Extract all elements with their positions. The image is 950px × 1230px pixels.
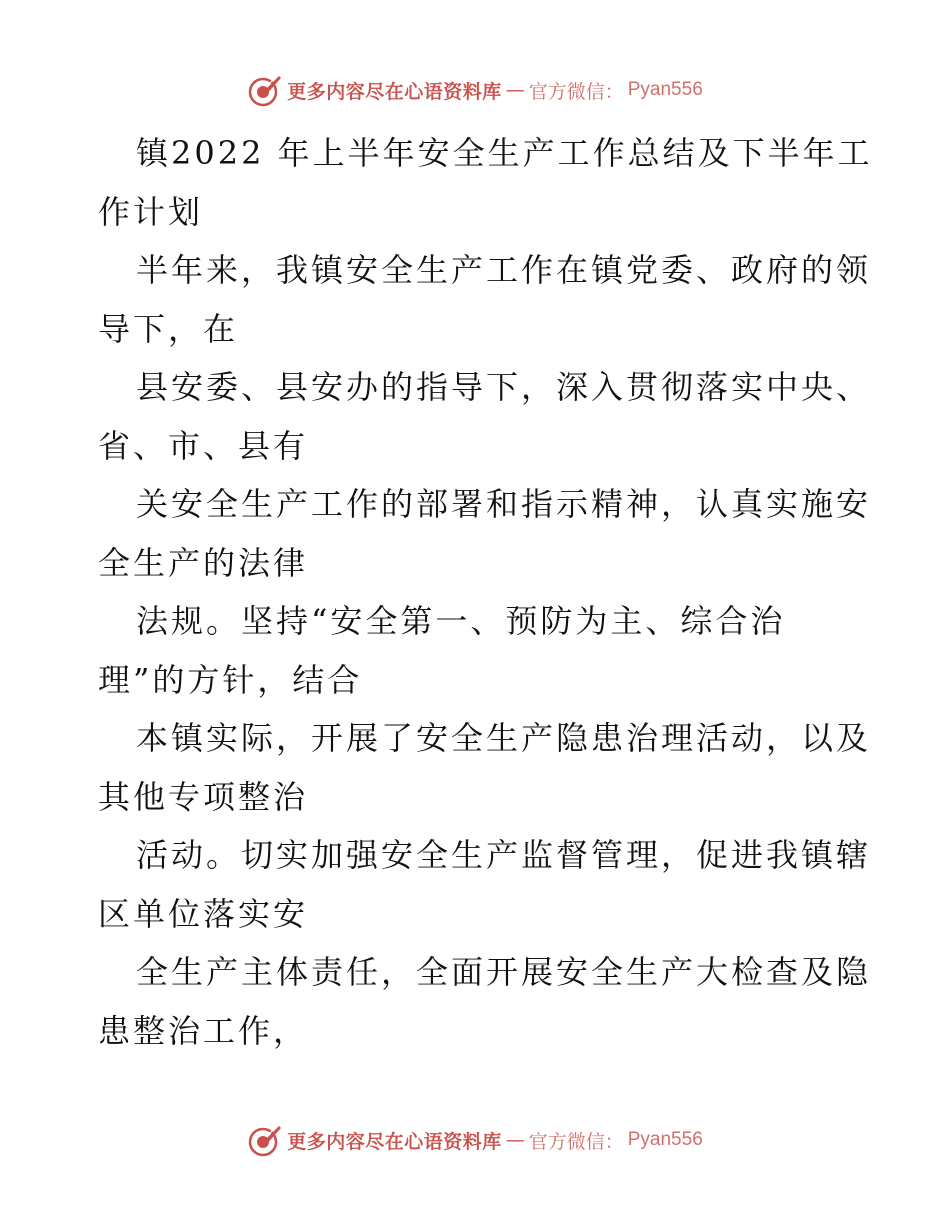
text-line: 患整治工作，	[98, 1011, 309, 1050]
text-line: 理”的方针，结合	[98, 660, 363, 699]
text-line: 本镇实际，开展了安全生产隐患治理活动，以及	[136, 719, 872, 757]
banner-wechat-id: Pyan556	[627, 79, 703, 100]
text-line: 全生产主体责任，全面开展安全生产大检查及隐	[136, 953, 872, 991]
footer-banner	[0, 1120, 950, 1160]
text-line: 作计划	[98, 192, 204, 231]
document-body	[98, 124, 873, 1060]
text-line: 半年来，我镇安全生产工作在镇党委、政府的领	[136, 251, 872, 289]
quill-logo-icon	[247, 1122, 283, 1158]
header-banner	[0, 70, 950, 110]
banner-wechat-label: 官方微信：	[528, 80, 624, 103]
text-line: 活动。切实加强安全生产监督管理，促进我镇辖	[136, 836, 872, 874]
text-line: 法规。坚持“安全第一、预防为主、综合治	[136, 602, 786, 640]
banner-separator: —	[505, 79, 525, 101]
text-line: 镇2022 年上半年安全生产工作总结及下半年工	[136, 134, 873, 172]
text-line: 导下，在	[98, 309, 239, 348]
text-line: 县安委、县安办的指导下，深入贯彻落实中央、	[136, 368, 872, 406]
text-line: 全生产的法律	[98, 543, 309, 582]
banner-wechat-label: 官方微信：	[528, 1130, 624, 1153]
banner-wechat-id: Pyan556	[627, 1129, 703, 1150]
text-line: 区单位落实安	[98, 894, 309, 933]
banner-slogan: 更多内容尽在心语资料库	[287, 1130, 502, 1153]
text-line: 关安全生产工作的部署和指示精神，认真实施安	[136, 485, 872, 523]
quill-logo-icon	[247, 72, 283, 108]
text-line: 其他专项整治	[98, 777, 309, 816]
banner-separator: —	[505, 1129, 525, 1151]
banner-slogan: 更多内容尽在心语资料库	[287, 80, 502, 103]
text-line: 省、市、县有	[98, 426, 309, 465]
